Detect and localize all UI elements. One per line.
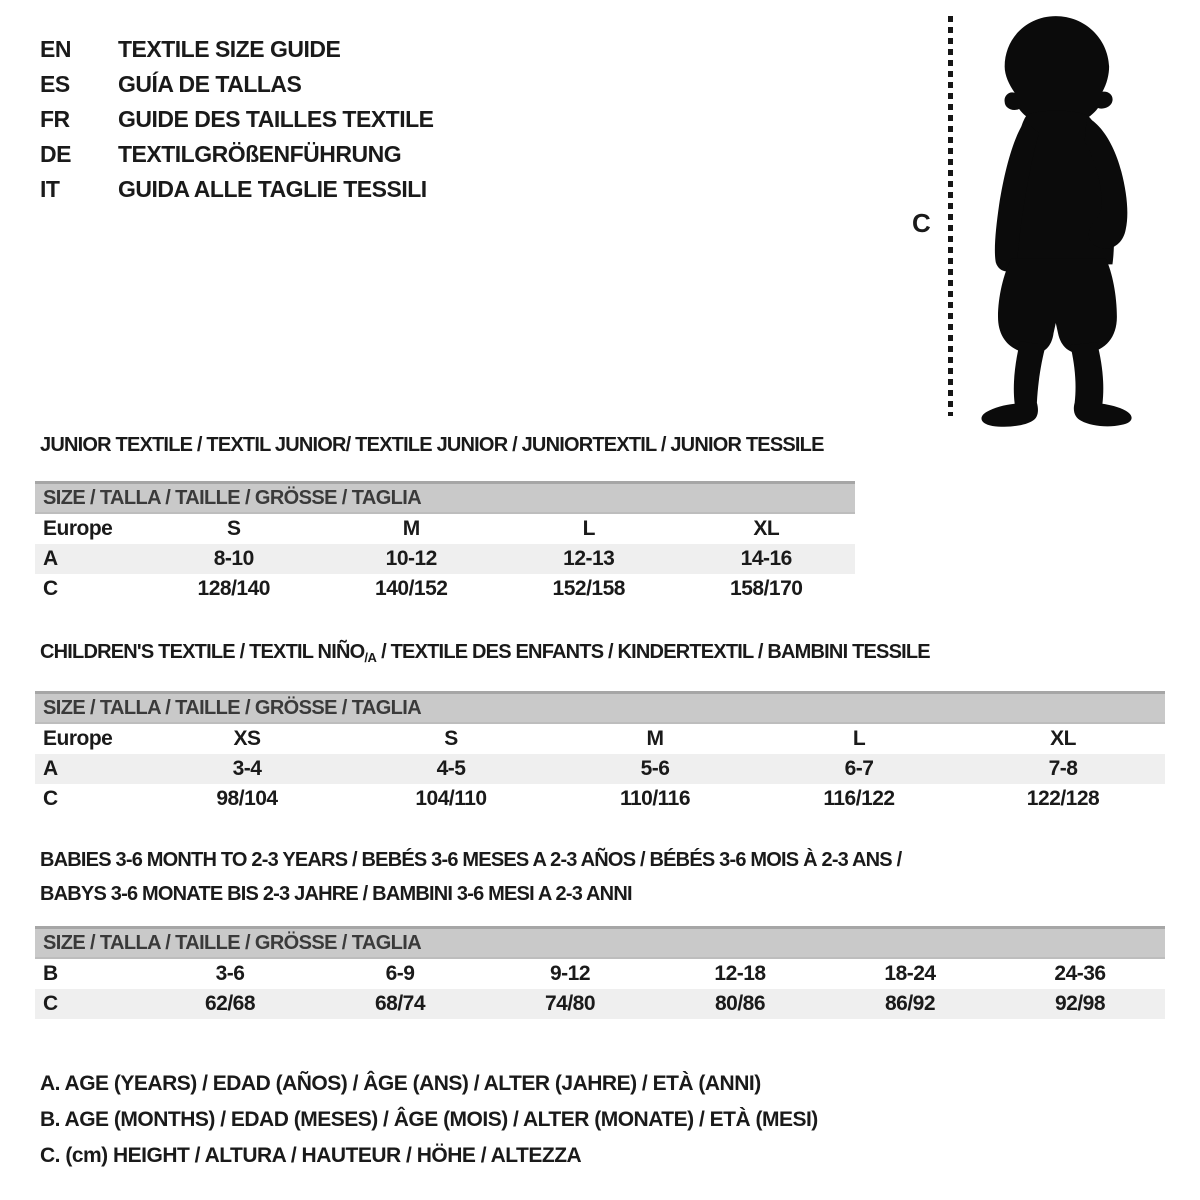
age-cell: 3-6 [215,962,245,985]
age-cell: 18-24 [884,962,936,985]
size-cell: L [852,727,866,750]
row-label: C [43,992,58,1015]
age-cell: 5-6 [640,757,670,780]
age-cell: 6-9 [385,962,415,985]
table-row [35,959,1165,989]
age-cell: 12-13 [563,547,615,570]
height-cell: 104/110 [415,787,487,810]
row-label: Europe [43,727,113,750]
children-size-table [35,691,1165,814]
footnote-age-years: A. AGE (YEARS) / EDAD (AÑOS) / ÂGE (ANS) / ALTER (JAHRE) / ETÀ (ANNI) [40,1072,761,1095]
row-label: C [43,787,58,810]
size-cell: S [226,517,241,540]
height-cell: 140/152 [375,577,448,600]
language-row-en [40,32,434,67]
footnote-age-months: B. AGE (MONTHS) / EDAD (MESES) / ÂGE (MOIS) / ALTER (MONATE) / ETÀ (MESI) [40,1108,818,1131]
height-cell: 128/140 [197,577,270,600]
size-cell: XL [753,517,780,540]
row-label: Europe [43,517,113,540]
height-cell: 68/74 [374,992,426,1015]
height-cell: 122/128 [1026,787,1100,810]
language-title: TEXTILGRÖßENFÜHRUNG [118,141,402,167]
height-cell: 74/80 [544,992,596,1015]
row-label: A [43,547,58,570]
height-cell: 92/98 [1054,992,1106,1015]
size-cell: L [582,517,595,540]
age-cell: 4-5 [436,757,466,780]
language-title: GUIDA ALLE TAGLIE TESSILI [118,176,427,202]
table-row [35,754,1165,784]
size-header-bar: SIZE / TALLA / TAILLE / GRÖSSE / TAGLIA [35,691,1165,724]
size-header-bar: SIZE / TALLA / TAILLE / GRÖSSE / TAGLIA [35,926,1165,959]
table-row [35,724,1165,754]
height-measure-label: C [912,208,931,238]
language-code: ES [40,71,70,97]
footnote-height-cm: C. (cm) HEIGHT / ALTURA / HAUTEUR / HÖHE / ALTEZZA [40,1144,582,1167]
size-cell: S [444,727,458,750]
language-row-it [40,172,434,207]
toddler-silhouette-icon [958,8,1158,432]
size-cell: XS [233,727,261,750]
row-label: A [43,757,58,780]
size-cell: M [402,517,420,540]
language-row-de [40,137,434,172]
language-title: GUÍA DE TALLAS [118,71,302,97]
age-cell: 14-16 [740,547,792,570]
height-measure-dotted-line [948,16,953,416]
language-code: DE [40,141,71,167]
age-cell: 9-12 [549,962,591,985]
age-cell: 24-36 [1054,962,1106,985]
height-cell: 116/122 [823,787,895,810]
age-cell: 12-18 [714,962,766,985]
language-row-fr [40,102,434,137]
junior-size-table [35,481,855,604]
babies-section-title-line2: BABYS 3-6 MONATE BIS 2-3 JAHRE / BAMBINI 3-6 MESI A 2-3 ANNI [40,883,632,905]
age-cell: 3-4 [232,757,262,780]
children-title-part1: CHILDREN'S TEXTILE / TEXTIL NIÑO [40,641,365,663]
footnotes [40,1066,818,1174]
size-cell: XL [1050,727,1076,750]
height-cell: 98/104 [216,787,278,810]
age-cell: 8-10 [213,547,254,570]
height-cell: 62/68 [204,992,256,1015]
table-row [35,514,855,544]
table-row [35,544,855,574]
language-title: TEXTILE SIZE GUIDE [118,36,341,62]
language-code: FR [40,106,70,132]
size-header-bar: SIZE / TALLA / TAILLE / GRÖSSE / TAGLIA [35,481,855,514]
table-row [35,989,1165,1019]
babies-section-title-line1: BABIES 3-6 MONTH TO 2-3 YEARS / BEBÉS 3-6 MESES A 2-3 AÑOS / BÉBÉS 3-6 MOIS À 2-3 ANS / [40,849,902,871]
children-section-title [40,641,930,665]
table-row [35,574,855,604]
language-code: EN [40,36,71,62]
height-cell: 80/86 [714,992,766,1015]
age-cell: 10-12 [385,547,437,570]
children-title-part2: / TEXTILE DES ENFANTS / KINDERTEXTIL / BAMBINI TESSILE [376,641,930,663]
height-cell: 86/92 [884,992,936,1015]
language-code: IT [40,176,60,202]
height-cell: 110/116 [619,787,691,810]
row-label: B [43,962,58,985]
age-cell: 6-7 [844,757,874,780]
size-cell: M [646,727,664,750]
table-row [35,784,1165,814]
children-title-subscript: /A [364,650,377,665]
row-label: C [43,577,58,600]
language-row-es [40,67,434,102]
junior-section-title: JUNIOR TEXTILE / TEXTIL JUNIOR/ TEXTILE JUNIOR / JUNIORTEXTIL / JUNIOR TESSILE [40,434,824,456]
age-cell: 7-8 [1048,757,1078,780]
height-cell: 158/170 [730,577,803,600]
babies-size-table [35,926,1165,1019]
language-list [40,32,434,207]
language-title: GUIDE DES TAILLES TEXTILE [118,106,434,132]
height-cell: 152/158 [552,577,625,600]
